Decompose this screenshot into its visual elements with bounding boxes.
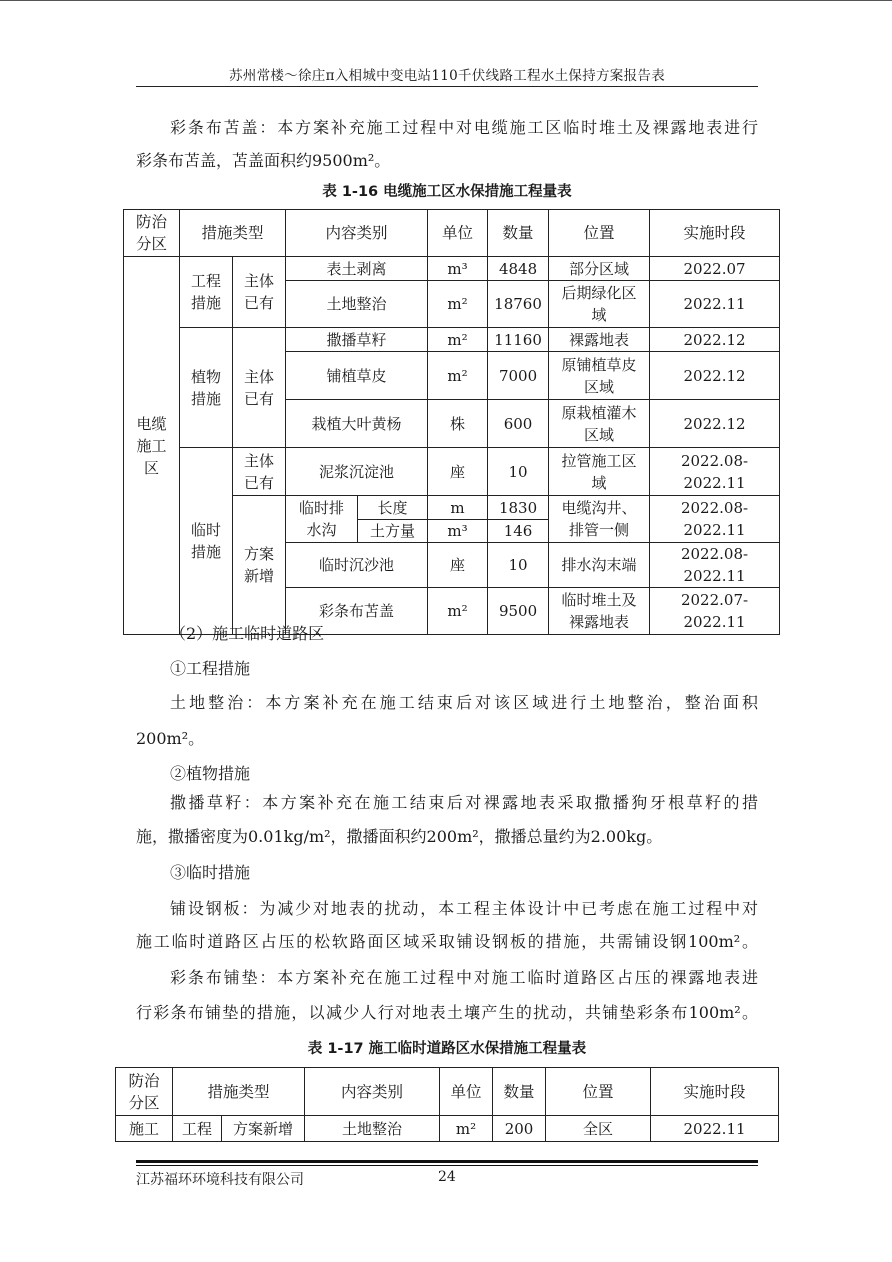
page-number: 24	[438, 1169, 456, 1185]
header-zone: 防治 分区	[124, 210, 180, 257]
table-row	[124, 257, 780, 281]
period-cell: 2022.11	[650, 281, 780, 328]
content-cell: 土地整治	[305, 1116, 440, 1142]
unit-cell: m³	[428, 520, 488, 543]
unit-cell: 株	[428, 400, 488, 448]
header-content: 内容类别	[305, 1068, 440, 1116]
table-row	[124, 448, 780, 496]
period-cell: 2022.12	[650, 352, 780, 400]
content-cell: 临时排 水沟	[286, 496, 358, 543]
unit-cell: 座	[428, 448, 488, 496]
unit-cell: 座	[428, 543, 488, 588]
content-cell: 彩条布苫盖	[286, 588, 428, 635]
header-type: 措施类型	[180, 210, 286, 257]
qty-cell: 146	[488, 520, 549, 543]
unit-cell: m³	[428, 257, 488, 281]
period-cell: 2022.07	[650, 257, 780, 281]
qty-cell: 600	[488, 400, 549, 448]
period-cell: 2022.12	[650, 400, 780, 448]
header-type: 措施类型	[173, 1068, 305, 1116]
header-unit: 单位	[428, 210, 488, 257]
qty-cell: 9500	[488, 588, 549, 635]
content-cell: 铺植草皮	[286, 352, 428, 400]
location-cell: 裸露地表	[549, 328, 650, 352]
type-cell: 工程	[173, 1116, 222, 1142]
type-cell: 临时 措施	[180, 448, 233, 635]
header-qty: 数量	[488, 210, 549, 257]
period-cell: 2022.12	[650, 328, 780, 352]
qty-cell: 200	[493, 1116, 546, 1142]
period-cell: 2022.08-2022.11	[650, 496, 780, 543]
location-cell: 部分区域	[549, 257, 650, 281]
paragraph-line: 200m²。	[136, 729, 205, 748]
location-cell: 临时堆土及 裸露地表	[549, 588, 650, 635]
table-cable-zone-measures	[123, 209, 780, 635]
type-cell: 植物 措施	[180, 328, 233, 448]
zone-cell: 电缆 施工 区	[124, 257, 180, 635]
header-period: 实施时段	[650, 210, 780, 257]
qty-cell: 10	[488, 448, 549, 496]
unit-cell: m²	[428, 328, 488, 352]
location-cell: 电缆沟井、 排管一侧	[549, 496, 650, 543]
paragraph-line: 施，撒播密度为0.01kg/m²，撒播面积约200m²，撒播总量约为2.00kg。	[136, 827, 663, 846]
location-cell: 排水沟末端	[549, 543, 650, 588]
table-header-row	[124, 210, 780, 257]
location-cell: 拉管施工区 域	[549, 448, 650, 496]
header-unit: 单位	[440, 1068, 493, 1116]
header-rule	[136, 86, 758, 87]
table-header-row	[116, 1068, 779, 1116]
unit-cell: m	[428, 496, 488, 520]
header-content: 内容类别	[286, 210, 428, 257]
period-cell: 2022.11	[651, 1116, 779, 1142]
qty-cell: 1830	[488, 496, 549, 520]
content-cell: 泥浆沉淀池	[286, 448, 428, 496]
section-heading: ①工程措施	[170, 659, 251, 678]
table-temp-road-measures	[115, 1067, 779, 1142]
unit-cell: m²	[440, 1116, 493, 1142]
location-cell: 后期绿化区 域	[549, 281, 650, 328]
subtype-cell: 方案新增	[222, 1116, 305, 1142]
table-row	[116, 1116, 779, 1142]
subtype-cell: 方案 新增	[233, 496, 286, 635]
header-period: 实施时段	[651, 1068, 779, 1116]
page-top-border	[0, 0, 892, 1]
location-cell: 原栽植灌木 区域	[549, 400, 650, 448]
header-location: 位置	[546, 1068, 651, 1116]
paragraph-line: 铺设钢板：为减少对地表的扰动，本工程主体设计中已考虑在施工过程中对	[170, 899, 758, 918]
content-cell: 表土剥离	[286, 257, 428, 281]
location-cell: 原铺植草皮 区域	[549, 352, 650, 400]
page-header-title: 苏州常楼～徐庄π入相城中变电站110千伏线路工程水土保持方案报告表	[228, 68, 666, 84]
header-location: 位置	[549, 210, 650, 257]
unit-cell: m²	[428, 281, 488, 328]
content-cell: 土地整治	[286, 281, 428, 328]
paragraph-line: 撒播草籽：本方案补充在施工结束后对裸露地表采取撒播狗牙根草籽的措	[170, 793, 758, 812]
period-cell: 2022.07-2022.11	[650, 588, 780, 635]
paragraph-line: 彩条布铺垫：本方案补充在施工过程中对施工临时道路区占压的裸露地表进	[170, 968, 758, 987]
unit-cell: m²	[428, 352, 488, 400]
unit-cell: m²	[428, 588, 488, 635]
paragraph-line: 土地整治：本方案补充在施工结束后对该区域进行土地整治，整治面积	[170, 693, 758, 712]
footer-company: 江苏福环环境科技有限公司	[136, 1172, 304, 1188]
content-sub-cell: 长度	[358, 496, 428, 520]
paragraph-line: 彩条布苫盖，苫盖面积约9500m²。	[136, 151, 391, 170]
qty-cell: 11160	[488, 328, 549, 352]
content-cell: 栽植大叶黄杨	[286, 400, 428, 448]
header-zone: 防治 分区	[116, 1068, 173, 1116]
table-caption: 表 1-16 电缆施工区水保措施工程量表	[322, 184, 572, 200]
content-cell: 撒播草籽	[286, 328, 428, 352]
qty-cell: 18760	[488, 281, 549, 328]
section-heading: ②植物措施	[170, 764, 251, 783]
period-cell: 2022.08-2022.11	[650, 543, 780, 588]
paragraph-line: 行彩条布铺垫的措施，以减少人行对地表土壤产生的扰动，共铺垫彩条布100m²。	[136, 1003, 758, 1022]
subtype-cell: 主体 已有	[233, 257, 286, 328]
qty-cell: 7000	[488, 352, 549, 400]
header-qty: 数量	[493, 1068, 546, 1116]
subtype-cell: 主体 已有	[233, 448, 286, 496]
section-heading: （2）施工临时道路区	[170, 624, 325, 643]
subtype-cell: 主体 已有	[233, 328, 286, 448]
qty-cell: 4848	[488, 257, 549, 281]
type-cell: 工程 措施	[180, 257, 233, 328]
section-heading: ③临时措施	[170, 863, 251, 882]
zone-cell: 施工	[116, 1116, 173, 1142]
table-row	[124, 328, 780, 352]
paragraph-line: 彩条布苫盖：本方案补充施工过程中对电缆施工区临时堆土及裸露地表进行	[170, 118, 758, 137]
table-caption: 表 1-17 施工临时道路区水保措施工程量表	[307, 1041, 587, 1057]
footer-rule	[136, 1160, 758, 1163]
content-sub-cell: 土方量	[358, 520, 428, 543]
footer-rule	[136, 1165, 758, 1166]
content-cell: 临时沉沙池	[286, 543, 428, 588]
period-cell: 2022.08-2022.11	[650, 448, 780, 496]
qty-cell: 10	[488, 543, 549, 588]
location-cell: 全区	[546, 1116, 651, 1142]
paragraph-line: 施工临时道路区占压的松软路面区域采取铺设钢板的措施，共需铺设钢100m²。	[136, 932, 758, 951]
